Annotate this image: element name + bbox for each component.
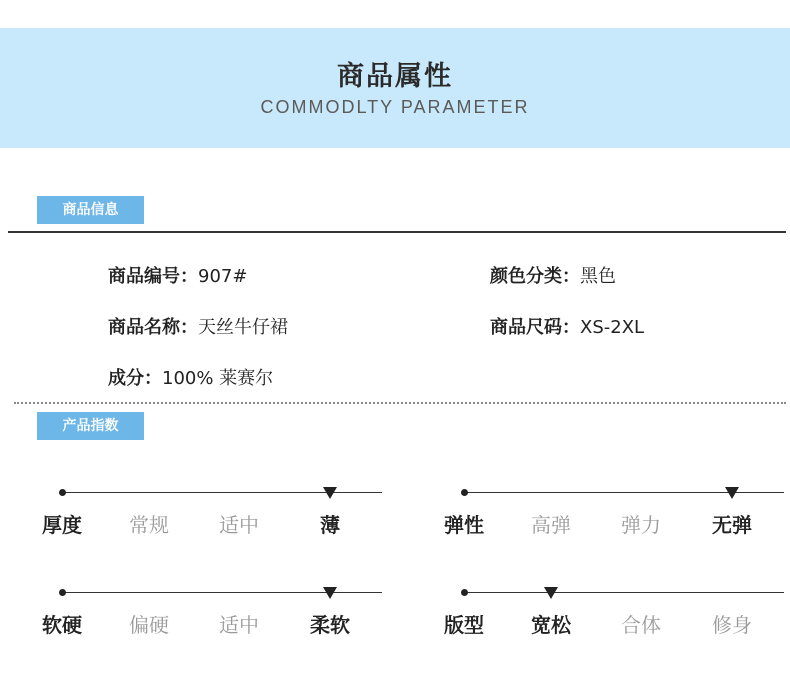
scale-softness: [42, 591, 382, 651]
info-field-value: 100% 莱赛尔: [162, 368, 274, 389]
section-tag-index: 产品指数: [37, 412, 144, 440]
scale-option: 适中: [219, 513, 259, 537]
scale-start-dot: [461, 589, 468, 596]
scale-name: 弹性: [444, 513, 484, 537]
info-field-color: [490, 262, 616, 288]
scale-option: 无弹: [712, 513, 752, 537]
scale-option: 合体: [621, 613, 661, 637]
scale-marker-icon: [323, 587, 337, 599]
section-divider: [8, 231, 786, 233]
scale-fit: [444, 591, 784, 651]
info-field-material: [108, 364, 273, 390]
info-field-key: 成分：: [108, 368, 162, 389]
scale-start-dot: [461, 489, 468, 496]
info-field-value: 黑色: [580, 266, 616, 287]
scale-option: 偏硬: [129, 613, 169, 637]
scale-start-dot: [59, 489, 66, 496]
scale-option: 柔软: [310, 613, 350, 637]
info-field-key: 颜色分类：: [490, 266, 580, 287]
scale-elasticity: [444, 491, 784, 551]
info-field-value: XS-2XL: [580, 317, 645, 338]
info-field-key: 商品尺码：: [490, 317, 580, 338]
scale-line: [464, 592, 784, 593]
scale-name: 版型: [444, 613, 484, 637]
info-field-value: 907#: [198, 266, 248, 287]
scale-option: 常规: [129, 513, 169, 537]
scale-marker-icon: [544, 587, 558, 599]
scale-start-dot: [59, 589, 66, 596]
scale-name: 厚度: [42, 513, 82, 537]
scale-option: 修身: [712, 613, 752, 637]
scale-marker-icon: [323, 487, 337, 499]
info-field-name: [108, 313, 288, 339]
page-subtitle: COMMODLTY PARAMETER: [260, 97, 530, 117]
info-field-value: 天丝牛仔裙: [198, 317, 288, 338]
dotted-divider: [14, 402, 786, 404]
scale-option: 弹力: [621, 513, 661, 537]
scale-name: 软硬: [42, 613, 82, 637]
info-field-key: 商品编号：: [108, 266, 198, 287]
info-field-key: 商品名称：: [108, 317, 198, 338]
scale-option: 宽松: [531, 613, 571, 637]
scale-option: 薄: [320, 513, 340, 537]
page-title: 商品属性: [337, 61, 453, 92]
info-field-item-number: [108, 262, 247, 288]
scale-option: 高弹: [531, 513, 571, 537]
scale-marker-icon: [725, 487, 739, 499]
scale-thickness: [42, 491, 382, 551]
section-tag-info: 商品信息: [37, 196, 144, 224]
scale-option: 适中: [219, 613, 259, 637]
info-field-size: [490, 313, 644, 339]
